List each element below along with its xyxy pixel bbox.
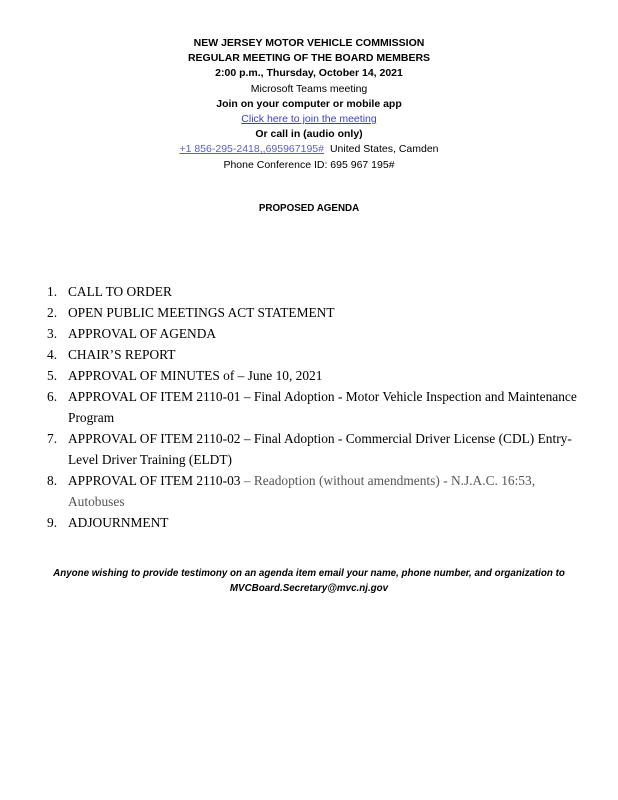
agenda-item: [47, 281, 577, 302]
agenda-item-number: 5.: [47, 368, 58, 383]
agenda-item-text: APPROVAL OF MINUTES of – June 10, 2021: [68, 368, 323, 383]
testimony-note: [0, 566, 618, 596]
commission-name: NEW JERSEY MOTOR VEHICLE COMMISSION: [193, 37, 425, 49]
agenda-item: [47, 323, 577, 344]
agenda-item: [47, 428, 577, 470]
agenda-item-number: 3.: [47, 326, 58, 341]
agenda-item-number: 7.: [47, 431, 58, 446]
conference-id-value: 695 967 195#: [330, 158, 395, 171]
agenda-item: [47, 365, 577, 386]
call-in-label: Or call in (audio only): [255, 128, 363, 141]
join-instructions: Join on your computer or mobile app: [216, 97, 402, 110]
agenda-item-text: APPROVAL OF AGENDA: [68, 326, 217, 341]
join-meeting-link[interactable]: Click here to join the meeting: [241, 113, 377, 126]
agenda-item-text-secondary: – Readoption (without amendments) - N.J.A.C. 16:53, Autobuses: [68, 473, 536, 509]
agenda-item-number: 9.: [47, 515, 58, 530]
agenda-item: [47, 470, 577, 512]
agenda-item-text: OPEN PUBLIC MEETINGS ACT STATEMENT: [68, 305, 335, 320]
secretary-email: MVCBoard.Secretary@mvc.nj.gov: [229, 583, 389, 594]
agenda-list: [47, 281, 577, 533]
agenda-item: [47, 386, 577, 428]
agenda-item-number: 6.: [47, 389, 58, 404]
agenda-item-number: 2.: [47, 305, 58, 320]
agenda-item-text: APPROVAL OF ITEM 2110-01 – Final Adoption - Motor Vehicle Inspection and Maintenance Program: [68, 389, 577, 425]
agenda-item: [47, 512, 577, 533]
phone-location: United States, Camden: [329, 143, 439, 156]
meeting-datetime: 2:00 p.m., Thursday, October 14, 2021: [215, 67, 403, 80]
agenda-item-text: CHAIR’S REPORT: [68, 347, 176, 362]
agenda-item-text: CALL TO ORDER: [68, 284, 172, 299]
agenda-item-text-wrap: [68, 470, 577, 512]
agenda-item: [47, 302, 577, 323]
meeting-platform: Microsoft Teams meeting: [250, 82, 368, 95]
agenda-item-text: APPROVAL OF ITEM 2110-03: [68, 473, 241, 488]
conference-id-row: [0, 158, 618, 173]
agenda-item-number: 1.: [47, 284, 58, 299]
conference-id-label: Phone Conference ID:: [223, 158, 328, 171]
phone-number-link[interactable]: +1 856-295-2418,,695967195#: [179, 143, 324, 156]
agenda-item-text: ADJOURNMENT: [68, 515, 169, 530]
meeting-title: REGULAR MEETING OF THE BOARD MEMBERS: [187, 52, 431, 65]
agenda-item-number: 8.: [47, 473, 58, 488]
agenda-item: [47, 344, 577, 365]
meeting-header: [0, 36, 618, 173]
phone-row: [0, 142, 618, 157]
proposed-agenda-heading: PROPOSED AGENDA: [258, 203, 360, 214]
agenda-item-number: 4.: [47, 347, 58, 362]
agenda-item-text: APPROVAL OF ITEM 2110-02 – Final Adoption - Commercial Driver License (CDL) Entry-Level Driver Training (ELDT): [68, 431, 572, 467]
testimony-instructions: Anyone wishing to provide testimony on an agenda item email your name, phone number, and organization to: [53, 568, 565, 579]
